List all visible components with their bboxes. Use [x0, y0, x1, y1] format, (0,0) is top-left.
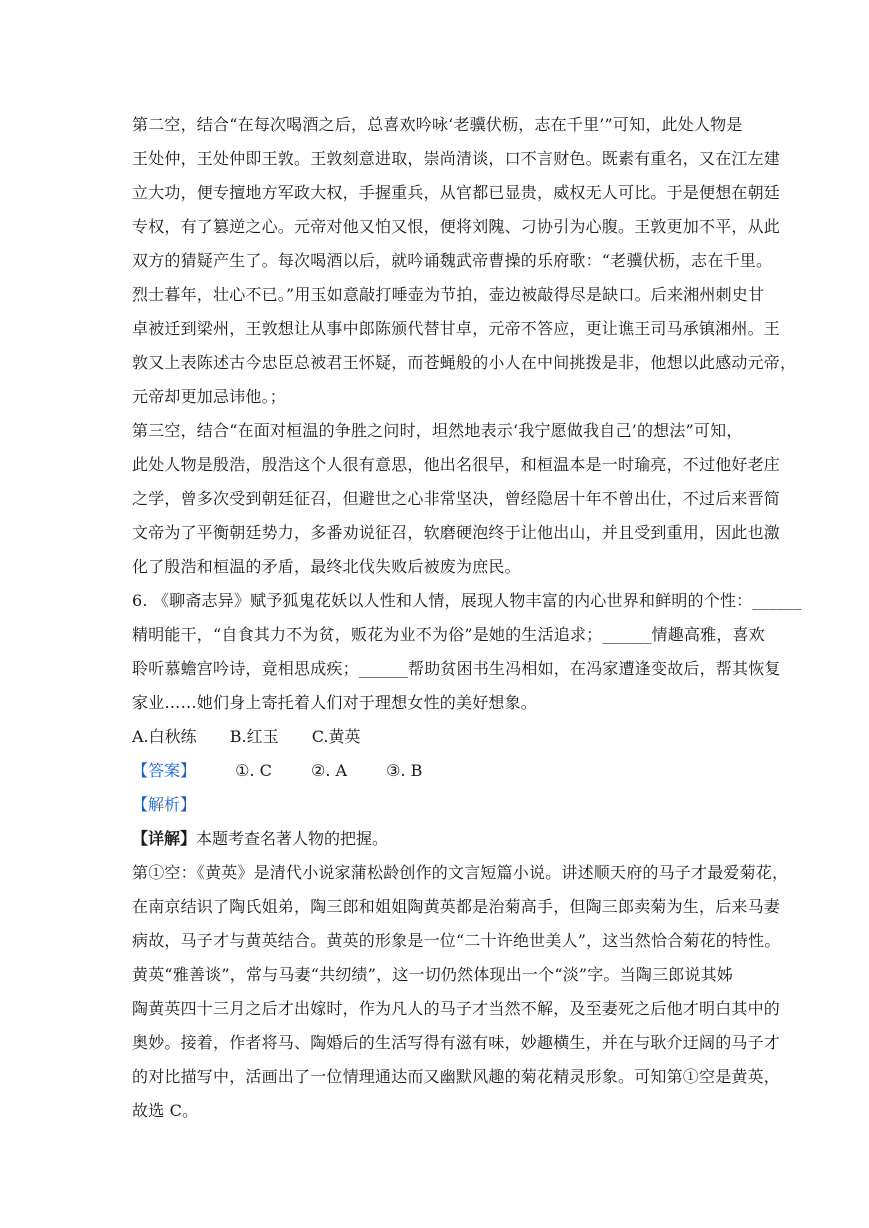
- text-line: 烈士暮年，壮心不已。”用玉如意敲打唾壶为节拍，壶边被敲得尽是缺口。后来湘州刺史甘: [132, 285, 765, 304]
- detail-label: 【详解】: [132, 829, 197, 848]
- text-line: 陶黄英四十三月之后才出嫁时，作为凡人的马子才当然不解，及至妻死之后他才明白其中的: [132, 999, 781, 1018]
- explanation-paragraph: [132, 856, 789, 1128]
- text-line: 奥妙。接着，作者将马、陶婚后的生活写得有滋有味，妙趣横生，并在与耿介迂阔的马子才: [132, 1033, 781, 1052]
- text-line: 此处人物是殷浩，殷浩这个人很有意思，他出名很早，和桓温本是一时瑜亮，不过他好老庄: [132, 455, 781, 474]
- text-line: 敦又上表陈述古今忠臣总被君王怀疑，而苍蝇般的小人在中间挑拨是非，他想以此感动元帝，: [132, 353, 797, 372]
- answer-item-3: ③. B: [386, 761, 423, 780]
- text-line: 元帝却更加忌讳他。；: [132, 387, 287, 406]
- text-line: 之学，曾多次受到朝廷征召，但避世之心非常坚决，曾经隐居十年不曾出仕，不过后来晋简: [132, 489, 781, 508]
- option-c: C.黄英: [311, 727, 361, 746]
- text-line: 化了殷浩和桓温的矛盾，最终北伐失败后被废为庶民。: [132, 557, 521, 576]
- detail-text: 本题考查名著人物的把握。: [196, 829, 389, 848]
- question-6: [132, 584, 802, 720]
- analysis-label: 【解析】: [132, 795, 197, 814]
- text-line: 故选 C。: [132, 1101, 199, 1120]
- text-line: 黄英“雅善谈”，常与马妻“共纫绩”，这一切仍然体现出一个“淡”字。当陶三郎说其姊: [132, 965, 734, 984]
- analysis-row: [132, 788, 736, 822]
- text-line: 家业……她们身上寄托着人们对于理想女性的美好想象。: [132, 693, 538, 712]
- answer-label: 【答案】: [132, 761, 197, 780]
- text-line: 的对比描写中，活画出了一位情理通达而又幽默风趣的菊花精灵形象。可知第①空是黄英，: [132, 1067, 781, 1086]
- paragraph-second-blank: [132, 108, 797, 414]
- text-line: 聆听慕蟾宫吟诗，竟相思成疾；______帮助贫困书生冯相如，在冯家遭逢变故后，帮其恢复: [132, 659, 781, 678]
- document-content: [132, 108, 802, 1128]
- answer-item-1: ①. C: [235, 761, 272, 780]
- text-line: 病故，马子才与黄英结合。黄英的形象是一位“二十许绝世美人”，这当然恰合菊花的特性。: [132, 931, 781, 950]
- text-line: 文帝为了平衡朝廷势力，多番劝说征召，软磨硬泡终于让他出山，并且受到重用，因此也激: [132, 523, 781, 542]
- text-line: 6. 《聊斋志异》赋予狐鬼花妖以人性和人情，展现人物丰富的内心世界和鲜明的个性：______: [132, 591, 802, 610]
- answer-row: [132, 754, 736, 788]
- detail-row: [132, 822, 736, 856]
- text-line: 第①空：《黄英》是清代小说家蒲松龄创作的文言短篇小说。讲述顺天府的马子才最爱菊花，: [132, 863, 789, 882]
- text-line: 卓被迁到梁州，王敦想让从事中郎陈颁代替甘卓，元帝不答应，更让谯王司马承镇湘州。王: [132, 319, 781, 338]
- answer-item-2: ②. A: [310, 761, 348, 780]
- option-b: B.红玉: [229, 727, 279, 746]
- paragraph-third-blank: [132, 414, 781, 584]
- options-row: [132, 720, 736, 754]
- text-line: 第三空，结合“在面对桓温的争胜之问时，坦然地表示‘我宁愿做我自己’的想法”可知，: [132, 421, 743, 440]
- text-line: 精明能干，“自食其力不为贫，贩花为业不为俗”是她的生活追求；______情趣高雅，喜欢: [132, 625, 765, 644]
- option-a: A.白秋练: [132, 727, 197, 746]
- text-line: 王处仲，王处仲即王敦。王敦刻意进取，崇尚清谈，口不言财色。既素有重名，又在江左建: [132, 149, 781, 168]
- text-line: 双方的猜疑产生了。每次喝酒以后，就吟诵魏武帝曹操的乐府歌：“老骥伏枥，志在千里。: [132, 251, 773, 270]
- text-line: 专权，有了篡逆之心。元帝对他又怕又恨，便将刘隗、刁协引为心腹。王敦更加不平，从此: [132, 217, 781, 236]
- text-line: 第二空，结合“在每次喝酒之后，总喜欢吟咏‘老骥伏枥，志在千里’”可知，此处人物是: [132, 115, 743, 134]
- text-line: 立大功，便专擅地方军政大权，手握重兵，从官都已显贵，威权无人可比。于是便想在朝廷: [132, 183, 781, 202]
- text-line: 在南京结识了陶氏姐弟，陶三郎和姐姐陶黄英都是治菊高手，但陶三郎卖菊为生，后来马妻: [132, 897, 781, 916]
